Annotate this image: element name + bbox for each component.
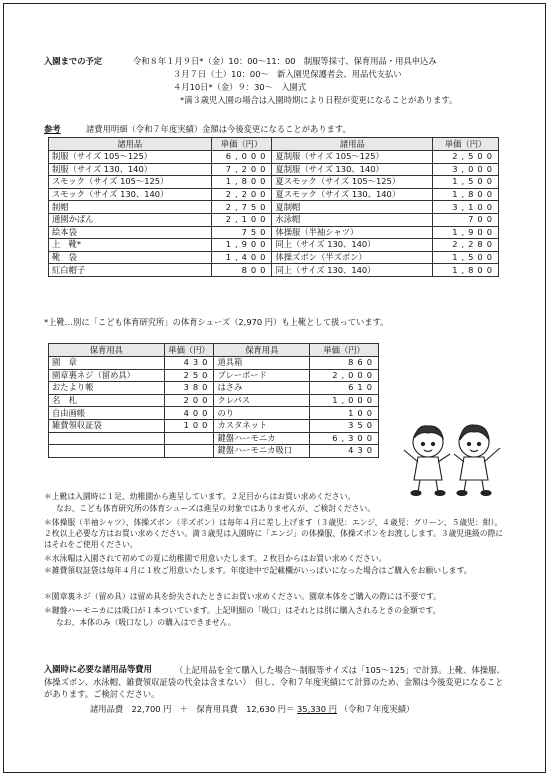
item-name-cell: 上 靴* xyxy=(49,239,212,252)
summary-calc-prefix: 諸用品費 22,700 円 ＋ 保育用具費 12,630 円＝ xyxy=(90,704,295,714)
item-name-cell: 雑費領収証袋 xyxy=(49,419,165,432)
table-row xyxy=(49,226,499,239)
table-row xyxy=(49,419,379,432)
item-name-cell: 道具箱 xyxy=(214,357,310,370)
table-row xyxy=(49,445,379,458)
price-cell: 3,100 xyxy=(433,201,499,214)
item-name-cell: 夏スモック（サイズ 105～125） xyxy=(272,176,433,189)
item-name-cell: 夏制服（サイズ 105～125） xyxy=(272,151,433,164)
item-name-cell: 通園かばん xyxy=(49,213,212,226)
item-name-cell: スモック（サイズ 130、140） xyxy=(49,188,212,201)
summary-total: 35,330 円 xyxy=(297,704,337,714)
note-line: ＊鍵盤ハーモニカには吸口が１本ついています。上記明細の「吸口」はそれとは別に購入されるときの金額です。 xyxy=(44,606,441,615)
column-header: 諸用品 xyxy=(272,138,433,151)
item-name-cell: 鍵盤ハーモニカ吸口 xyxy=(214,445,310,458)
price-cell: 2,500 xyxy=(433,151,499,164)
price-cell: 380 xyxy=(164,382,214,395)
table-row xyxy=(49,176,499,189)
price-cell: 430 xyxy=(310,445,379,458)
price-cell: 3,000 xyxy=(433,163,499,176)
price-cell: 2,280 xyxy=(433,239,499,252)
item-name-cell: ブレーボード xyxy=(214,369,310,382)
item-name-cell: 夏制服（サイズ 130、140） xyxy=(272,163,433,176)
item-name-cell: 同上（サイズ 130、140） xyxy=(272,264,433,277)
price-cell: 2,200 xyxy=(211,188,272,201)
price-cell: 2,750 xyxy=(211,201,272,214)
price-cell: 2,000 xyxy=(310,369,379,382)
column-header: 単価（円） xyxy=(433,138,499,151)
reference-heading: 参考 xyxy=(44,124,61,134)
price-cell: 1,800 xyxy=(433,264,499,277)
item-name-cell: 体操服（半袖シャツ） xyxy=(272,226,433,239)
price-cell: 1,000 xyxy=(310,394,379,407)
item-name-cell: 自由画帳 xyxy=(49,407,165,420)
price-cell: 860 xyxy=(310,357,379,370)
price-cell: 1,800 xyxy=(211,176,272,189)
table-row xyxy=(49,369,379,382)
item-name-cell: 園 章 xyxy=(49,357,165,370)
table-row xyxy=(49,188,499,201)
table-row xyxy=(49,239,499,252)
schedule-line-1: 令和８年１月９日*（金）10：00～11：00 制服等採寸、保育用品・用具申込み xyxy=(133,56,437,66)
price-cell: 100 xyxy=(310,407,379,420)
column-header: 単価（円） xyxy=(310,344,379,357)
price-cell xyxy=(164,432,214,445)
summary-calc-suffix: （令和７年度実績） xyxy=(339,704,415,714)
item-name-cell: カスタネット xyxy=(214,419,310,432)
table-row xyxy=(49,151,499,164)
item-name-cell: クレパス xyxy=(214,394,310,407)
column-header: 諸用品 xyxy=(49,138,212,151)
price-cell: 6,300 xyxy=(310,432,379,445)
item-name-cell: 体操ズボン（半ズボン） xyxy=(272,251,433,264)
schedule-line-3: ４月10日*（金）９：30～ 入園式 xyxy=(173,82,307,92)
item-name-cell: 夏スモック（サイズ 130、140） xyxy=(272,188,433,201)
table-row xyxy=(49,213,499,226)
table-row xyxy=(49,251,499,264)
summary-calc xyxy=(90,704,414,715)
table-header-row xyxy=(49,344,379,357)
note-line: ＊体操服（半袖シャツ）、体操ズボン（半ズボン）は毎年４月に差し上げます（３歳児：エンジ、４歳児：グリーン、５歳児：紺）。２枚以上必要な方はお買い求めください。満３歳児は入園時に「エンジ」の体操服、体操ズボンをお渡しします。３歳児進級の際にはそれをご使用ください。 xyxy=(44,518,504,550)
supplies-table xyxy=(48,137,499,277)
item-name-cell xyxy=(49,432,165,445)
table-row xyxy=(49,163,499,176)
item-name-cell: 絵本袋 xyxy=(49,226,212,239)
reference-text: 諸費用明細（令和７年度実績）金額は今後変更になることがあります。 xyxy=(86,124,351,134)
table-row xyxy=(49,432,379,445)
item-name-cell: スモック（サイズ 105～125） xyxy=(49,176,212,189)
item-name-cell: おたより帳 xyxy=(49,382,165,395)
table-row xyxy=(49,394,379,407)
equipment-table xyxy=(48,343,379,458)
schedule-line-2: ３月７日（土）10：00～ 新入園児保護者会、用品代支払い xyxy=(173,69,402,79)
item-name-cell: 水泳帽 xyxy=(272,213,433,226)
price-cell: 100 xyxy=(164,419,214,432)
children-illustration xyxy=(396,418,508,496)
price-cell: 800 xyxy=(211,264,272,277)
price-cell: 700 xyxy=(433,213,499,226)
item-name-cell: 鍵盤ハーモニカ xyxy=(214,432,310,445)
item-name-cell: 制服（サイズ 105～125） xyxy=(49,151,212,164)
price-cell: 1,800 xyxy=(433,188,499,201)
table-header-row xyxy=(49,138,499,151)
price-cell: 200 xyxy=(164,394,214,407)
table-row xyxy=(49,357,379,370)
schedule-heading: 入園までの予定 xyxy=(44,56,103,66)
price-cell: 430 xyxy=(164,357,214,370)
note-line: なお、本体のみ（吸口なし）の購入はできません。 xyxy=(56,618,236,627)
price-cell: 750 xyxy=(211,226,272,239)
price-cell xyxy=(164,445,214,458)
price-cell: 1,900 xyxy=(211,239,272,252)
summary-heading: 入園時に必要な諸用品等費用 xyxy=(44,664,152,674)
price-cell: 1,400 xyxy=(211,251,272,264)
price-cell: 400 xyxy=(164,407,214,420)
price-cell: 6,000 xyxy=(211,151,272,164)
summary-text: （上記用品を全て購入した場合～制服等サイズは「105～125」で計算。上靴、体操服、体操ズボン、水泳帽、雑費領収証袋の代金は含まない） 但し、令和７年度実績にて計算のため、金額は今後変更になることがあります。ご検討ください。 xyxy=(44,665,505,699)
schedule-note: *満３歳児入園の場合は入園時期により日程が変更になることがあります。 xyxy=(180,95,458,105)
column-header: 単価（円） xyxy=(164,344,214,357)
note-line: ＊園章裏ネジ（留め具）は留め具を紛失されたときにお買い求めください。園章本体をご購入の際には不要です。 xyxy=(44,592,442,601)
item-name-cell: 制帽 xyxy=(49,201,212,214)
price-cell: 250 xyxy=(164,369,214,382)
item-name-cell: 名 札 xyxy=(49,394,165,407)
price-cell: 610 xyxy=(310,382,379,395)
note-line: ＊上靴は入園時に１足、幼稚園から進呈しています。２足目からはお買い求めください。 xyxy=(44,492,356,501)
item-name-cell xyxy=(49,445,165,458)
column-header: 単価（円） xyxy=(211,138,272,151)
table-row xyxy=(49,264,499,277)
item-name-cell: はさみ xyxy=(214,382,310,395)
note-line: ＊水泳帽は入園されて初めての夏に幼稚園で用意いたします。２枚目からはお買い求めください。 xyxy=(44,554,387,563)
item-name-cell: 園章裏ネジ（留め具） xyxy=(49,369,165,382)
item-name-cell: 靴 袋 xyxy=(49,251,212,264)
price-cell: 1,500 xyxy=(433,176,499,189)
item-name-cell: 紅白帽子 xyxy=(49,264,212,277)
table1-footnote: *上靴…別に「こども体育研究所」の体育シューズ（2,970 円）も上靴として扱っています。 xyxy=(44,317,389,327)
column-header: 保育用具 xyxy=(49,344,165,357)
column-header: 保育用具 xyxy=(214,344,310,357)
table-row xyxy=(49,382,379,395)
item-name-cell: 夏制帽 xyxy=(272,201,433,214)
price-cell: 1,500 xyxy=(433,251,499,264)
note-line: ＊雑費領収証袋は毎年４月に１枚ご用意いたします。年度途中で記載欄がいっぱいになった場合はご購入をお願いします。 xyxy=(44,566,472,575)
item-name-cell: 同上（サイズ 130、140） xyxy=(272,239,433,252)
table-row xyxy=(49,407,379,420)
item-name-cell: のり xyxy=(214,407,310,420)
price-cell: 1,900 xyxy=(433,226,499,239)
price-cell: 7,200 xyxy=(211,163,272,176)
price-cell: 2,100 xyxy=(211,213,272,226)
item-name-cell: 制服（サイズ 130、140） xyxy=(49,163,212,176)
price-cell: 350 xyxy=(310,419,379,432)
table-row xyxy=(49,201,499,214)
note-line: なお、こども体育研究所の体育シューズは進呈の対象ではありませんが、ご検討ください。 xyxy=(56,504,376,513)
